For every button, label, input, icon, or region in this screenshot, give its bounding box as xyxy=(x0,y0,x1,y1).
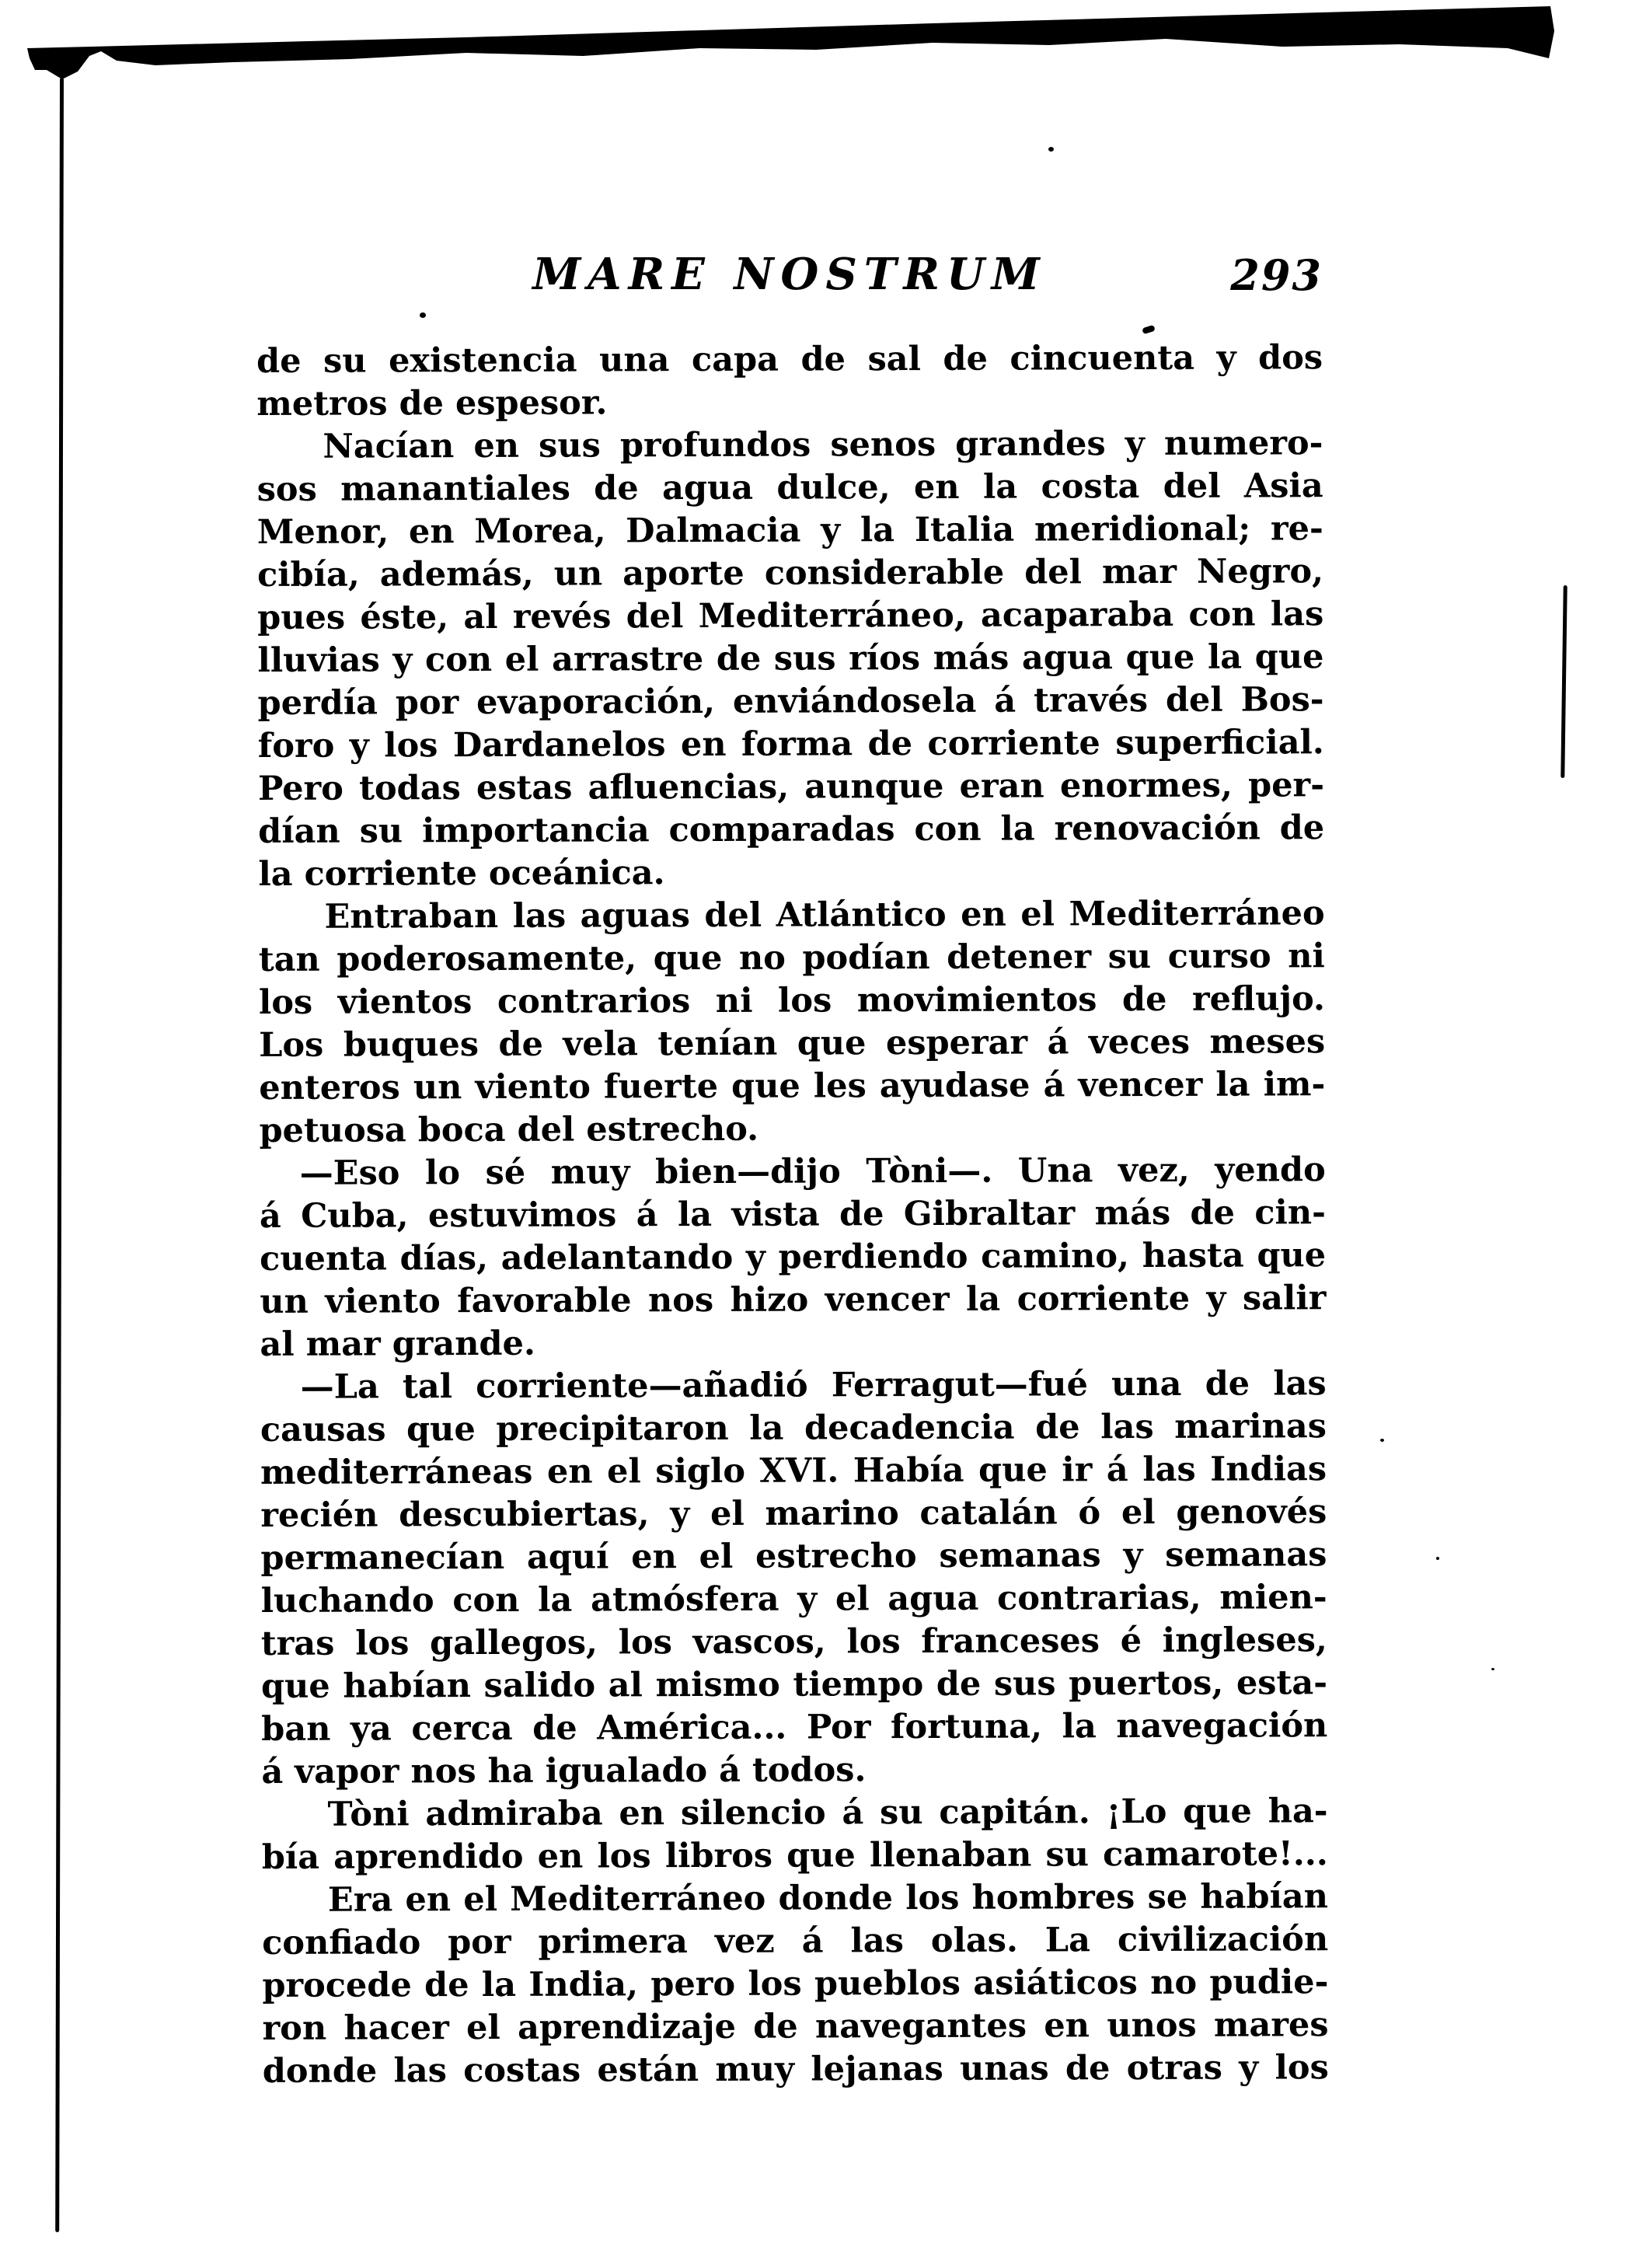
text-line: permanecían aquí en el estrecho semanas y semanas xyxy=(260,1535,1327,1578)
text-line: á vapor nos ha igualado á todos. xyxy=(261,1750,867,1792)
body-text xyxy=(256,337,1329,2093)
text-line: petuosa boca del estrecho. xyxy=(259,1109,759,1150)
text-line: que habían salido al mismo tiempo de sus puertos, esta- xyxy=(260,1663,1328,1706)
text-line: perdía por evaporación, enviándosela á través del Bos- xyxy=(257,680,1324,723)
text-line: recién descubiertas, y el marino catalán ó el genovés xyxy=(260,1492,1327,1535)
text-line: ban ya cerca de América... Por fortuna, la navegación xyxy=(261,1706,1328,1749)
text-line: procede de la India, pero los pueblos asiáticos no pudie- xyxy=(262,1963,1329,2005)
text-line: pues éste, al revés del Mediterráneo, acaparaba con las xyxy=(257,595,1324,637)
text-line: enteros un viento fuerte que les ayudase á vencer la im- xyxy=(259,1065,1326,1108)
text-line: tras los gallegos, los vascos, los franceses é ingleses, xyxy=(260,1621,1327,1663)
paragraph xyxy=(260,1149,1327,1366)
ink-speck xyxy=(1491,1668,1494,1670)
text-line: la corriente oceánica. xyxy=(258,853,665,894)
text-line: Entraban las aguas del Atlántico en el Mediterráneo xyxy=(324,894,1325,937)
text-line: bía aprendido en los libros que llenaban su camarote!... xyxy=(261,1834,1328,1877)
text-line: lluvias y con el arrastre de sus ríos más agua que la que xyxy=(257,637,1324,680)
paragraph xyxy=(260,1363,1328,1794)
text-line: Nacían en sus profundos senos grandes y numero- xyxy=(323,424,1323,466)
right-edge-scan-mark-artifact xyxy=(1561,585,1567,778)
text-line: Tòni admiraba en silencio á su capitán. ¡Lo que ha- xyxy=(327,1792,1328,1834)
text-line: cuenta días, adelantando y perdiendo camino, hasta que xyxy=(260,1236,1327,1279)
text-line: luchando con la atmósfera y el agua contrarias, mien- xyxy=(260,1578,1327,1621)
ink-speck xyxy=(1142,325,1156,335)
text-line: metros de espesor. xyxy=(256,383,608,424)
left-margin-scan-line-artifact xyxy=(55,78,64,2232)
text-line: Los buques de vela tenían que esperar á veces meses xyxy=(259,1022,1326,1065)
ink-speck xyxy=(1048,147,1054,152)
ink-speck xyxy=(420,312,426,318)
paragraph xyxy=(256,337,1323,426)
top-scan-band-artifact xyxy=(23,4,1558,83)
text-line: confiado por primera vez á las olas. La civilización xyxy=(262,1920,1329,1963)
text-line: —Eso lo sé muy bien—dijo Tòni—. Una vez, yendo xyxy=(299,1150,1326,1193)
text-line: dían su importancia comparadas con la renovación de xyxy=(258,808,1325,851)
paragraph xyxy=(262,1790,1328,1879)
text-line: tan poderosamente, que no podían detener su curso ni xyxy=(258,937,1325,979)
text-line: un viento favorable nos hizo vencer la corriente y salir xyxy=(260,1279,1327,1321)
page-header xyxy=(256,249,1323,298)
text-line: causas que precipitaron la decadencia de las marinas xyxy=(260,1407,1327,1450)
text-line: Era en el Mediterráneo donde los hombres se habían xyxy=(327,1877,1329,1920)
paragraph xyxy=(262,1875,1329,2093)
text-line: ron hacer el aprendizaje de navegantes en unos mares xyxy=(262,2005,1329,2048)
text-line: Menor, en Morea, Dalmacia y la Italia meridional; re- xyxy=(256,509,1323,552)
running-title: MARE NOSTRUM xyxy=(532,249,1047,300)
text-line: mediterráneas en el siglo XVI. Había que ir á las Indias xyxy=(260,1450,1327,1492)
text-line: al mar grande. xyxy=(260,1324,536,1364)
text-line: Pero todas estas afluencias, aunque eran enormes, per- xyxy=(257,766,1325,808)
text-line: los vientos contrarios ni los movimientos de reflujo. xyxy=(258,979,1326,1022)
text-line: sos manantiales de agua dulce, en la costa del Asia xyxy=(256,466,1323,509)
paragraph xyxy=(256,422,1324,896)
text-line: de su existencia una capa de sal de cincuenta y dos xyxy=(256,338,1323,381)
text-line: donde las costas están muy lejanas unas de otras y los xyxy=(262,2048,1329,2091)
text-line: á Cuba, estuvimos á la vista de Gibraltar más de cin- xyxy=(259,1193,1327,1236)
page-number: 293 xyxy=(1230,250,1323,300)
text-line: foro y los Dardanelos en forma de corriente superficial. xyxy=(257,723,1324,766)
ink-speck xyxy=(1380,1439,1384,1442)
ink-speck xyxy=(1436,1557,1439,1560)
text-line: cibía, además, un aporte considerable del mar Negro, xyxy=(256,552,1324,595)
paragraph xyxy=(258,892,1325,1153)
text-line: —La tal corriente—añadió Ferragut—fué una de las xyxy=(300,1364,1327,1407)
